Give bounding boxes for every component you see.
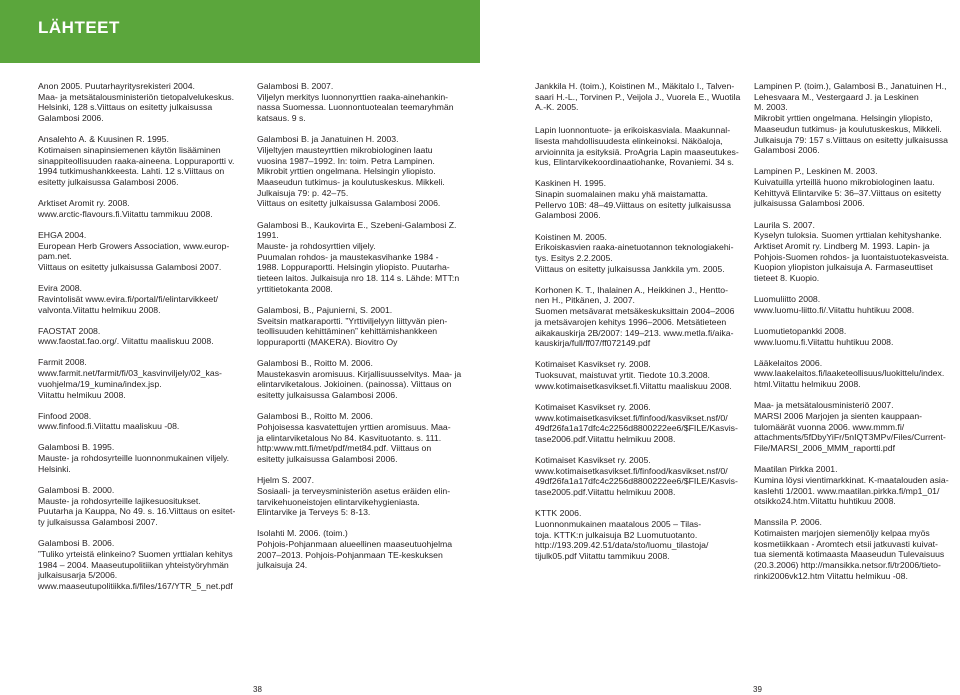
reference-entry: Kotimaiset Kasvikset ry. 2006. www.kotimaisetkasvikset.fi/finfood/kasvikset.nsf/0/ 49df26fa1a17dfc4c2256d8800222ee6/$FILE/Kasvis- tase2006.pdf.Viitattu helmikuu 2008. [535, 401, 738, 444]
reference-entry: Lääkelaitos 2006. www.laakelaitos.fi/laaketeollisuus/luokittelu/index. html.Viitattu helmikuu 2008. [754, 357, 945, 390]
reference-entry: Kotimaiset Kasvikset ry. 2005. www.kotimaisetkasvikset.fi/finfood/kasvikset.nsf/0/ 49df26fa1a17dfc4c2256d8800222ee6/$FILE/Kasvis- tase2005.pdf.Viitattu helmikuu 2008. [535, 455, 738, 498]
reference-entry: Maatilan Pirkka 2001. Kumina löysi vientimarkkinat. K-maatalouden asia- kaslehti 1/2001. www.maatilan.pirkka.fi/mp1_01/ otsikko24.htm.Viitattu huhtikuu 2008. [754, 464, 949, 507]
reference-entry: Galambosi B. ja Janatuinen H. 2003. Viljeltyjen mausteyrttien mikrobiologinen laatu vuosina 1987–1992. In: toim. Petra Lampinen. Mikrobit yrttien ongelmana. Helsingin yliopisto. Maaseudun tutkimus- ja koulutuskeskus. Mikkeli. Julkaisuja 79: p. 42–75. Viittaus on esitetty julkaisussa Galambosi 2006. [257, 134, 445, 209]
reference-entry: KTTK 2006. Luonnonmukainen maatalous 2005 – Tilas- toja. KTTK:n julkaisuja B2 Luomutuotanto. http://193.209.42.51/data/sto/luomu_tilastoja/ tijulk05.pdf Viitattu tammikuu 2008. [535, 508, 709, 562]
reference-entry: Kaskinen H. 1995. Sinapin suomalainen maku yhä maistamatta. Pellervo 10B: 48–49.Viittaus on esitetty julkaisussa Galambosi 2006. [535, 178, 731, 221]
reference-entry: Isolahti M. 2006. (toim.) Pohjois-Pohjanmaan alueellinen maaseutuohjelma 2007–2013. Pohjois-Pohjanmaan TE-keskuksen julkaisuja 24. [257, 528, 453, 571]
page-number-right: 39 [753, 685, 762, 694]
reference-entry: Galambosi B. 2000. Mauste- ja rohdosyrteille lajikesuositukset. Puutarha ja Kauppa, No 49. s. 16.Viittaus on esitet- ty julkaisussa Galambosi 2007. [38, 484, 236, 528]
reference-entry: Galambosi B. 2006. ”Tuliko yrteistä elinkeino? Suomen yrttialan kehitys 1984 – 2004. Maaseutupolitiikan yhteistyöryhmän julkaisusarja 5/2006. www.maaseutupolitiikka.fi/files/167/YTR_5_net.pdf [38, 538, 233, 591]
reference-entry: Manssila P. 2006. Kotimaisten marjojen siemenöljy kelpaa myös kosmetiikkaan - Aromtech etsii jatkuvasti kuivat- tua siementä kotimaasta Maaseudun Tulevaisuus (20.3.2006) http://mansikka.netsor.fi/tr2006/tieto- rinki2006vk12.htm Viitattu helmikuu -08. [754, 517, 945, 581]
reference-column-4 [754, 81, 954, 592]
reference-entry: Koistinen M. 2005. Erikoiskasvien raaka-ainetuotannon teknologiakehi- tys. Esitys 2.2.2005. Viittaus on esitetty julkaisussa Jankkila ym. 2005. [535, 231, 734, 274]
reference-entry: Hjelm S. 2007. Sosiaali- ja terveysministeriön asetus eräiden elin- tarvikehuoneistojen elintarvikehygieniasta. Elintarvike ja Terveys 5: 8-13. [257, 475, 451, 518]
reference-entry: Ansalehto A. & Kuusinen R. 1995. Kotimaisen sinapinsiemenen käytön lisääminen sinappiteollisuuden raaka-aineena. Loppuraportti v. 1994 tutkimushankkeesta. Lahti. 12 s.Viittaus on esitetty julkaisussa Galambosi 2006. [38, 134, 235, 188]
reference-entry: Laurila S. 2007. Kyselyn tuloksia. Suomen yrttialan kehityshanke. Arktiset Aromit ry. Lindberg M. 1993. Lapin- ja Pohjois-Suomen rohdos- ja luontaistuotekasveista. Kuopion yliopiston julkaisuja A. Farmaseuttiset tieteet 8. Kuopio. [754, 219, 950, 284]
reference-entry: Lapin luonnontuote- ja erikoiskasviala. Maakunnal- lisesta mahdollisuudesta elinkeinoksi. Näköaloja, arvioinnita ja esityksiä. ProAgria Lapin maaseutukes- kus, Elintarvikekoordinaatiohanke, Rovaniemi. 34 s. [535, 125, 739, 168]
reference-entry: Anon 2005. Puutarhayritysrekisteri 2004. Maa- ja metsätalousministeriön tietopalvelukeskus. Helsinki, 128 s.Viittaus on esitetty julkaisussa Galambosi 2006. [38, 81, 235, 124]
reference-entry: Galambosi B., Kaukovirta E., Szebeni-Galambosi Z. 1991. Mauste- ja rohdosyrttien viljely. Puumalan rohdos- ja maustekasvihanke 1984 - 1988. Loppuraportti. Helsingin yliopisto. Puutarha- tieteen laitos. Julkaisuja nro 18. 114 s. Lähde: MTT:n yrttitietokanta 2008. [257, 219, 460, 294]
section-banner [0, 0, 480, 63]
reference-entry: Farmit 2008. www.farmit.net/farmit/fi/03_kasvinviljely/02_kas- vuohjelma/19_kumina/index.jsp. Viitattu helmikuu 2008. [38, 357, 222, 400]
reference-entry: Luomutietopankki 2008. www.luomu.fi.Viitattu huhtikuu 2008. [754, 325, 894, 347]
reference-entry: Evira 2008. Ravintolisät www.evira.fi/portal/fi/elintarvikkeet/ valvonta.Viitattu helmikuu 2008. [38, 283, 219, 315]
reference-entry: FAOSTAT 2008. www.faostat.fao.org/. Viitattu maaliskuu 2008. [38, 325, 214, 347]
reference-entry: Lampinen P., Leskinen M. 2003. Kuivatuilla yrteillä huono mikrobiologinen laatu. Kehittyvä Elintarvike 5: 36–37.Viittaus on esitetty julkaisussa Galambosi 2006. [754, 166, 942, 209]
reference-entry: Korhonen K. T., Ihalainen A., Heikkinen J., Henttо- nen H., Pitkänen, J. 2007. Suomen metsävarat metsäkeskuksittain 2004–2006 ja metsävarojen kehitys 1996–2006. Metsätieteen aikakauskirja 2B/2007: 149–213. www.metla.fi/aika- kauskirja/full/ff07/ff072149.pdf [535, 284, 735, 349]
reference-entry: Finfood 2008. www.finfood.fi.Viitattu maaliskuu -08. [38, 410, 180, 432]
reference-entry: Galambosi B., Roitto M. 2006. Maustekasvin aromisuus. Kirjallisuusselvitys. Maa- ja elintarviketalous. Jokioinen. (painossa). Viittaus on esitetty julkaisussa Galambosi 2006. [257, 358, 462, 401]
page-number-left: 38 [253, 685, 262, 694]
reference-entry: Maa- ja metsätalousministeriö 2007. MARSI 2006 Marjojen ja sienten kauppaan- tulomäärät vuonna 2006. www.mmm.fi/ attachments/5fDbyYiFr/5nIQT3MPv/Files/Current- File/MARSI_2006_MMM_raportti.pdf [754, 400, 946, 454]
section-title: LÄHTEET [38, 18, 120, 37]
reference-entry: Galambosi B., Roitto M. 2006. Pohjoisessa kasvatettujen yrttien aromisuus. Maa- ja elintarviketalous No 84. Kasvituotanto. s. 111. http:www.mtt.fi/met/pdf/met84.pdf. Viittaus on esitetty julkaisussa Galambosi 2006. [257, 411, 451, 465]
reference-entry: EHGA 2004. European Herb Growers Association, www.europ- pam.net. Viittaus on esitetty julkaisussa Galambosi 2007. [38, 229, 230, 273]
reference-entry: Galambosi B. 2007. Viljelyn merkitys luonnonyrttien raaka-ainehankin- nassa Suomessa. Luonnontuotealan teemaryhmän katsaus. 9 s. [257, 81, 454, 124]
reference-column-3 [535, 81, 750, 572]
reference-entry: Galambosi, B., Pajunierni, S. 2001. Sveitsin matkaraportti. ”Yrttiviljelyyn liittyvän pien- teollisuuden kehittäminen” kehittämishankkeen loppuraportti (MAKERA). Biovitro Oy [257, 304, 448, 347]
reference-entry: Luomuliitto 2008. www.luomu-liitto.fi/.Viitattu huhtikuu 2008. [754, 294, 915, 315]
reference-column-1 [38, 81, 268, 602]
reference-entry: Arktiset Aromit ry. 2008. www.arctic-flavours.fi.Viitattu tammikuu 2008. [38, 198, 213, 219]
reference-entry: Galambosi B. 1995. Mauste- ja rohdosyrteille luonnonmukainen viljely. Helsinki. [38, 442, 230, 474]
reference-column-2 [257, 81, 472, 582]
reference-entry: Lampinen P. (toim.), Galambosi B., Janatuinen H., Lehesvaara M., Vestergaard J. ja Leskinen M. 2003. Mikrobit yrttien ongelmana. Helsingin yliopisto, Maaseudun tutkimus- ja koulutuskeskus, Mikkeli. Julkaisuja 79: 157 s.Viittaus on esitetty julkaisussa Galambosi 2006. [754, 81, 948, 156]
reference-entry: Jankkila H. (toim.), Koistinen M., Mäkitalo I., Talven- saari H.-L., Torvinen P., Veijola J., Vuorela E., Wuotila A.-K. 2005. [535, 81, 741, 113]
reference-entry: Kotimaiset Kasvikset ry. 2008. Tuoksuvat, maistuvat yrtit. Tiedote 10.3.2008. www.kotimaisetkasvikset.fi.Viitattu maaliskuu 2008. [535, 359, 732, 391]
